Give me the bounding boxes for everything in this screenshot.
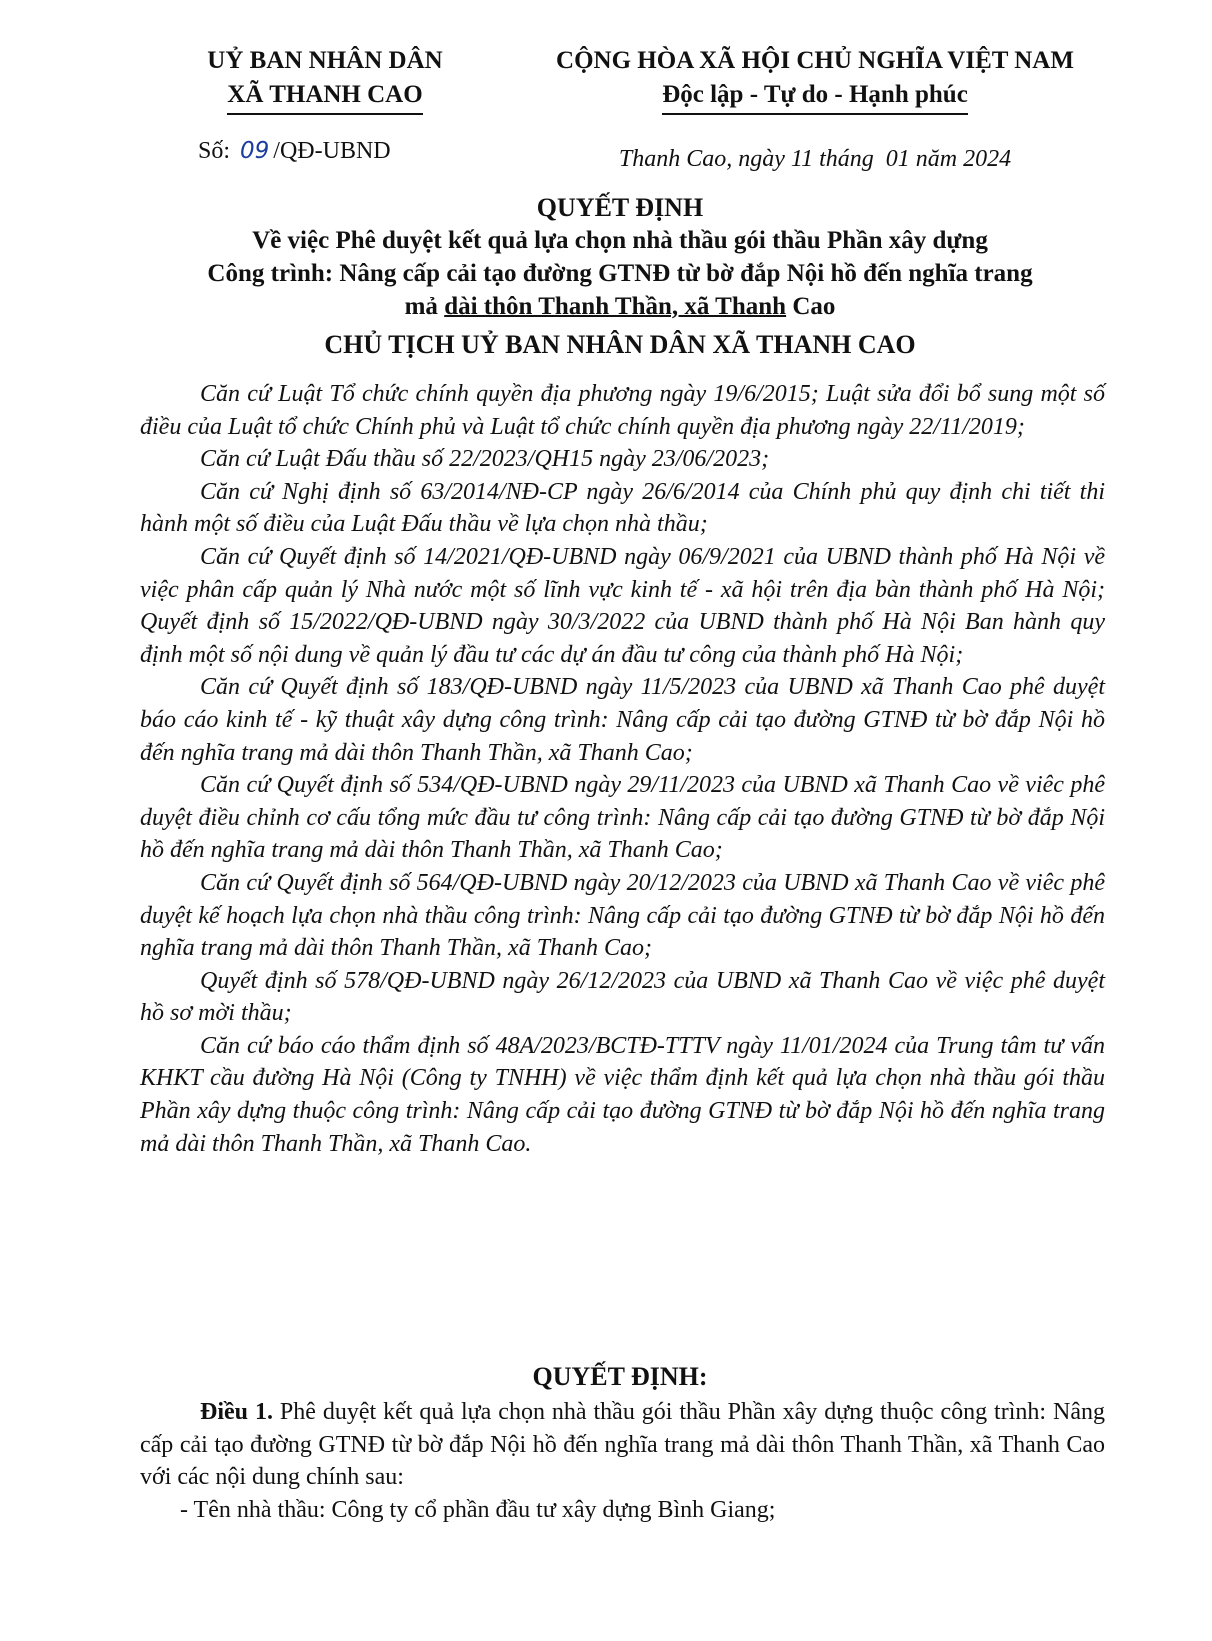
issuing-agency (150, 44, 500, 115)
issuing-authority: CHỦ TỊCH UỶ BAN NHÂN DÂN XÃ THANH CAO (324, 330, 916, 359)
decision-heading: QUYẾT ĐỊNH: (532, 1362, 708, 1391)
legal-basis-item: Căn cứ báo cáo thẩm định số 48A/2023/BCTĐ-TTTV ngày 11/01/2024 của Trung tâm tư vấn KHKT cầu đường Hà Nội (Công ty TNHH) về việc thẩm định kết quả lựa chọn nhà thầu gói thầu Phần xây dựng thuộc công trình: Nâng cấp cải tạo đường GTNĐ từ bờ đắp Nội hồ đến nghĩa trang mả dài thôn Thanh Thần, xã Thanh Cao. (140, 1032, 1105, 1157)
legal-basis-item: Căn cứ Luật Tổ chức chính quyền địa phương ngày 19/6/2015; Luật sửa đổi bổ sung một số điều của Luật tổ chức Chính phủ và Luật tổ chức chính quyền địa phương ngày 22/11/2019; (140, 381, 1105, 440)
subject-line-3-end: Cao (786, 293, 836, 320)
document-number (198, 138, 391, 165)
legal-basis-item: Căn cứ Quyết định số 183/QĐ-UBND ngày 11/5/2023 của UBND xã Thanh Cao phê duyệt báo cáo kinh tế - kỹ thuật xây dựng công trình: Nâng cấp cải tạo đường GTNĐ từ bờ đắp Nội hồ đến nghĩa trang mả dài thôn Thanh Thần, xã Thanh Cao; (140, 674, 1105, 766)
subject-line-3-start: mả (404, 293, 445, 320)
subject-line-3-underlined: dài thôn Thanh Thần, xã Thanh (444, 293, 787, 320)
contractor-line: - Tên nhà thầu: Công ty cổ phần đầu tư xây dựng Bình Giang; (180, 1496, 776, 1523)
legal-basis-item: Căn cứ Quyết định số 14/2021/QĐ-UBND ngày 06/9/2021 của UBND thành phố Hà Nội về việc phân cấp quản lý Nhà nước một số lĩnh vực kinh tế - xã hội trên địa bàn thành phố Hà Nội; Quyết định số 15/2022/QĐ-UBND ngày 30/3/2022 của UBND thành phố Hà Nội Ban hành quy định một số nội dung về quản lý đầu tư các dự án đầu tư công của thành phố Hà Nội; (140, 543, 1105, 668)
agency-line-2: XÃ THANH CAO (227, 78, 422, 115)
legal-basis-item: Căn cứ Quyết định số 534/QĐ-UBND ngày 29/11/2023 của UBND xã Thanh Cao về viêc phê duyệt điều chỉnh cơ cấu tổng mức đầu tư công trình: Nâng cấp cải tạo đường GTNĐ từ bờ đắp Nội hồ đến nghĩa trang mả dài thôn Thanh Thần, xã Thanh Cao; (140, 772, 1105, 864)
document-subject (120, 224, 1120, 323)
article-1-label: Điều 1. (200, 1399, 273, 1425)
document-title: QUYẾT ĐỊNH (536, 193, 704, 222)
legal-basis-item: Căn cứ Nghị định số 63/2014/NĐ-CP ngày 26/6/2014 của Chính phủ quy định chi tiết thi hành một số điều của Luật Đấu thầu về lựa chọn nhà thầu; (140, 478, 1105, 538)
subject-line-2: Công trình: Nâng cấp cải tạo đường GTNĐ từ bờ đắp Nội hồ đến nghĩa trang (207, 260, 1033, 287)
national-header (505, 44, 1125, 115)
handwritten-number: 09 (240, 138, 270, 164)
country-name: CỘNG HÒA XÃ HỘI CHỦ NGHĨA VIỆT NAM (556, 47, 1074, 74)
number-suffix: /QĐ-UBND (273, 138, 391, 164)
legal-basis-item: Quyết định số 578/QĐ-UBND ngày 26/12/2023 của UBND xã Thanh Cao về việc phê duyệt hồ sơ mời thầu; (140, 967, 1105, 1027)
subject-line-3 (120, 290, 1120, 323)
article-1-body: Phê duyệt kết quả lựa chọn nhà thầu gói thầu Phần xây dựng thuộc công trình: Nâng cấp cải tạo đường GTNĐ từ bờ đắp Nội hồ đến nghĩa trang mả dài thôn Thanh Thần, xã Thanh Cao với các nội dung chính sau: (140, 1399, 1105, 1491)
agency-line-1: UỶ BAN NHÂN DÂN (207, 47, 443, 74)
national-motto: Độc lập - Tự do - Hạnh phúc (662, 78, 968, 115)
subject-line-1: Về việc Phê duyệt kết quả lựa chọn nhà thầu gói thầu Phần xây dựng (252, 227, 988, 254)
article-1-text (140, 1396, 1105, 1494)
number-prefix: Số: (198, 138, 231, 164)
legal-basis (140, 378, 1105, 1160)
legal-basis-item: Căn cứ Luật Đấu thầu số 22/2023/QH15 ngày 23/06/2023; (200, 446, 770, 473)
legal-basis-item: Căn cứ Quyết định số 564/QĐ-UBND ngày 20/12/2023 của UBND xã Thanh Cao về viêc phê duyệt kế hoạch lựa chọn nhà thầu công trình: Nâng cấp cải tạo đường GTNĐ từ bờ đắp Nội hồ đến nghĩa trang mả dài thôn Thanh Thần, xã Thanh Cao; (140, 869, 1105, 962)
place-date: Thanh Cao, ngày 11 tháng 01 năm 2024 (618, 146, 1012, 172)
article-1 (140, 1396, 1105, 1526)
